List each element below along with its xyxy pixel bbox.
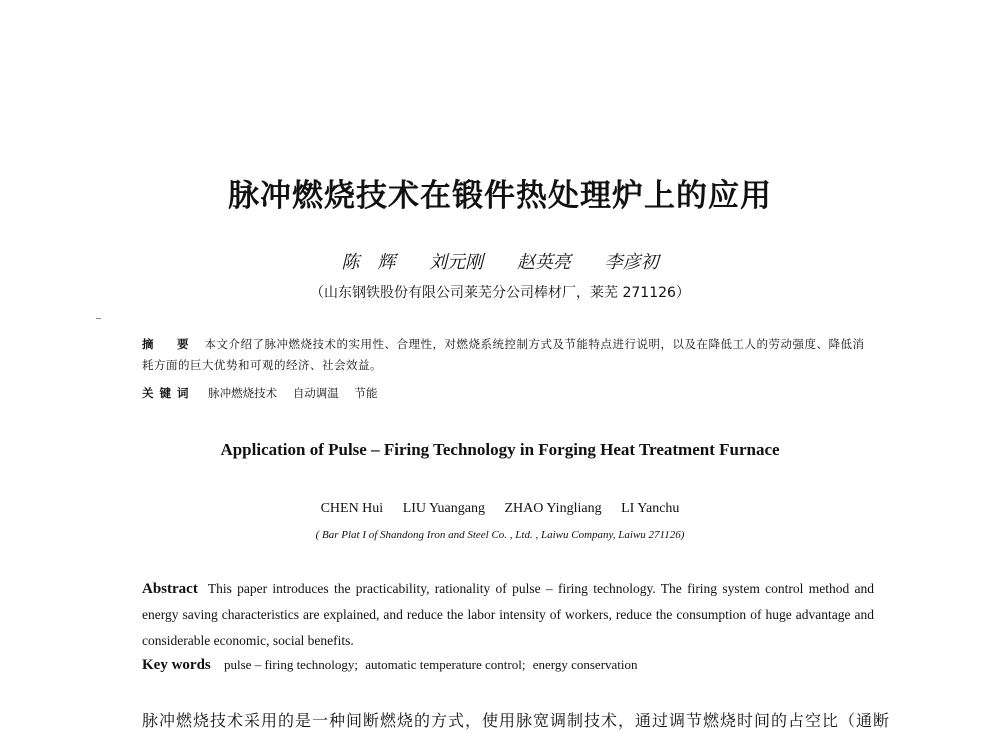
chinese-abstract-label: 摘 要 [142, 337, 195, 351]
chinese-author: 刘元刚 [429, 252, 484, 273]
chinese-author: 赵英亮 [516, 252, 571, 273]
chinese-abstract-text: 本文介绍了脉冲燃烧技术的实用性、合理性，对燃烧系统控制方式及节能特点进行说明，以及在降低工人的劳动强度、降低消耗方面的巨大优势和可观的经济、社会效益。 [142, 337, 865, 372]
chinese-title: 脉冲燃烧技术在锻件热处理炉上的应用 [228, 178, 772, 214]
chinese-author: 陈 辉 [341, 252, 396, 273]
english-authors [0, 501, 1000, 517]
english-abstract-text: This paper introduces the practicability, rationality of pulse – firing technology. The firing system control method and energy saving characteristics are explained, and reduce the labor intensity of workers, reduce the consumption of huge advantage and considerable economic, social benefits. [142, 581, 874, 648]
chinese-keyword: 节能 [354, 386, 378, 400]
chinese-authors [0, 248, 1000, 274]
english-keywords [142, 657, 874, 674]
chinese-keyword: 自动调温 [292, 386, 339, 400]
chinese-keywords [142, 385, 874, 401]
english-keyword: energy conservation [532, 657, 638, 672]
scan-mark [96, 318, 101, 319]
chinese-keyword: 脉冲燃烧技术 [208, 386, 278, 400]
english-keywords-label: Key words [142, 657, 211, 673]
english-author: ZHAO Yingliang [504, 501, 602, 516]
english-author: CHEN Hui [320, 501, 384, 516]
english-keyword: pulse – firing technology; [224, 657, 358, 672]
chinese-affiliation: （山东钢铁股份有限公司莱芜分公司棒材厂，莱芜 271126） [310, 285, 690, 301]
chinese-abstract [142, 334, 874, 376]
chinese-keywords-label: 关键词 [142, 386, 195, 400]
body-first-line: 脉冲燃烧技术采用的是一种间断燃烧的方式，使用脉宽调制技术，通过调节燃烧时间的占空比（通断 [142, 711, 891, 730]
english-keyword: automatic temperature control; [365, 657, 526, 672]
english-abstract-label: Abstract [142, 581, 198, 597]
english-affiliation: ( Bar Plat I of Shandong Iron and Steel Co. , Ltd. , Laiwu Company, Laiwu 271126) [315, 529, 685, 541]
english-author: LIU Yuangang [402, 501, 485, 516]
english-title: Application of Pulse – Firing Technology in Forging Heat Treatment Furnace [220, 440, 780, 459]
chinese-author: 李彦初 [604, 252, 659, 273]
english-author: LI Yanchu [621, 501, 680, 516]
english-abstract [142, 576, 874, 654]
